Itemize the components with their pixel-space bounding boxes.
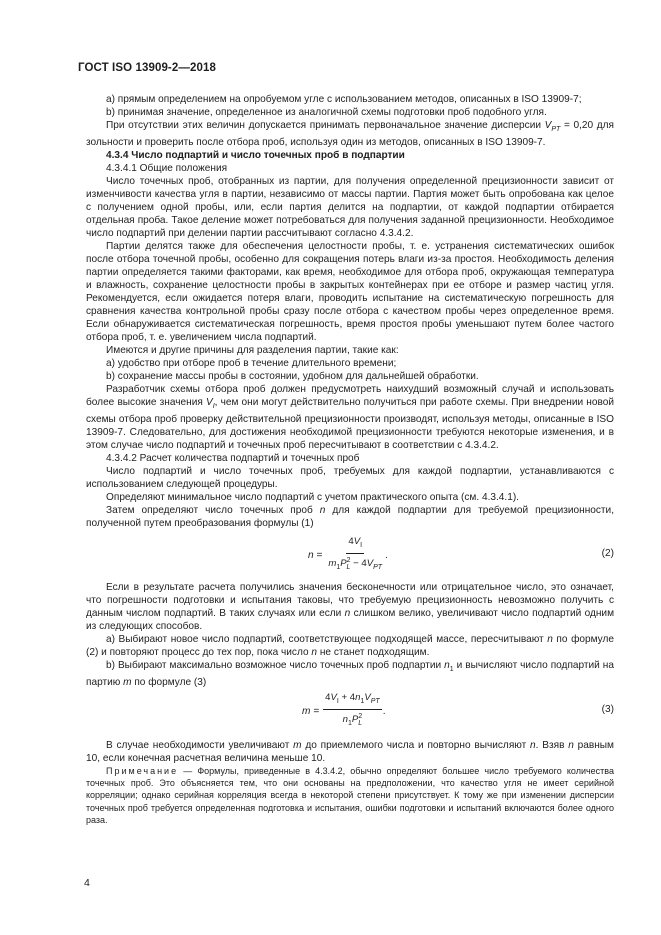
text-segment: по формуле (2) и повторяют процесс до тех пор, пока число — [86, 634, 614, 659]
formula-3 — [86, 692, 614, 730]
formula-sub: 1 — [348, 720, 352, 728]
subsection-title-4-3-4-2: 4.3.4.2 Расчет количества подпартий и точечных проб — [106, 453, 360, 465]
text-segment: Затем определяют число точечных проб — [106, 505, 320, 517]
formula-text: + 4 — [338, 692, 356, 704]
formula-3-period: . — [382, 705, 386, 717]
note-label: Примечание — [106, 766, 179, 777]
paragraph-a-direct: a) прямым определением на опробуемом угле с использованием методов, описанных в ISO 13909-7; — [106, 94, 582, 105]
text-segment: и вычисляют число подпартий на партию — [86, 660, 614, 689]
list-item-method-b — [86, 659, 614, 689]
note-dash: — — [183, 766, 193, 777]
var-n: n — [547, 634, 553, 646]
paragraph-other-reasons: Имеются и другие причины для разделения партии, такие как: — [106, 345, 399, 357]
formula-sub: I — [336, 697, 339, 705]
formula-2-period: . — [385, 549, 388, 561]
formula-var: V — [364, 692, 371, 704]
var-m: m — [293, 740, 302, 752]
list-item-a: a) удобство при отборе проб в течение длительного времени; — [106, 358, 397, 370]
paragraph-designer — [86, 383, 614, 452]
formula-var: P — [351, 714, 359, 726]
var-n: n — [568, 740, 574, 752]
formula-3-lhs: m = — [302, 705, 320, 717]
formula-3-denominator — [341, 710, 364, 730]
var-m: m — [123, 677, 132, 689]
formula-sub: 1 — [336, 564, 341, 572]
formula-sub: 1 — [360, 697, 365, 705]
formula-2-body — [308, 536, 388, 574]
formula-var: V — [366, 558, 374, 570]
text-segment: При отсутствии этих величин допускается принимать первоначальное значение дисперсии — [106, 120, 545, 131]
var-n: n — [319, 505, 326, 517]
formula-sub: L — [346, 564, 351, 572]
formula-text: 4 — [348, 536, 354, 548]
formula-3-number: (3) — [601, 704, 614, 716]
text-segment: не станет подходящим. — [317, 647, 430, 659]
paragraph-min-subparts: Определяют минимальное число подпартий с учетом практического опыта (см. 4.3.4.1). — [106, 492, 519, 504]
paragraph-determine-n — [86, 504, 614, 530]
note-block — [86, 765, 614, 826]
list-item-b: b) сохранение массы пробы в состоянии, удобном для дальнейшей обработки. — [106, 371, 479, 383]
text-segment: до приемлемого числа и повторно вычисляют — [301, 740, 531, 752]
formula-2 — [86, 536, 614, 574]
text-segment: слишком велико, увеличивают число подпартий одним из следующих способов. — [86, 608, 615, 633]
formula-sub: PT — [373, 564, 383, 572]
page-number: 4 — [84, 877, 90, 889]
paragraph-integrity: Партии делятся также для обеспечения целостности пробы, т. е. устранения систематических ошибок после отбора точечной пробы, особенно для сокращения потерь влаги из-за простоя. Необходимость деления партии определяется такими факторами, как время, необходимое для отбора проб, окружающая температура и влажность, сохранение целостности пробы в закрытых контейнерах при ее отборе и размер частиц угля. Рекомендуется, если ожидается потеря влаги, проводить испытание на систематическую погрешность для сравнения качества контрольной пробы сразу после отбора с качеством пробы через определенное время. Если обнаруживается систематическая погрешность, время простоя пробы уменьшают путем более частого отбора проб, т. е. увеличением числа подпартий. — [86, 241, 614, 344]
list-item-method-a — [86, 633, 614, 659]
formula-var: n — [342, 714, 349, 726]
paragraph-procedure: Число подпартий и число точечных проб, требуемых для каждой подпартии, устанавливаются с использованием следующей процедуры. — [86, 466, 614, 491]
formula-2-denominator — [326, 554, 384, 574]
formula-var: P — [340, 558, 347, 570]
var-v-pt: $V_{PT}$ — [544, 120, 561, 134]
formula-var: m — [328, 558, 337, 570]
section-heading-4-3-4: 4.3.4 Число подпартий и число точечных проб в подпартии — [106, 150, 405, 162]
formula-sup: 2 — [346, 556, 351, 564]
formula-2-lhs: n = — [308, 549, 323, 561]
formula-var: V — [330, 692, 337, 704]
formula-2-number: (2) — [601, 548, 614, 560]
var-n: n — [344, 608, 351, 620]
formula-text: 4 — [325, 692, 331, 704]
text-segment: , чем они могут действительно получиться при работе схемы. При внедрении новой схемы отбора проб проверку действительной прецизионности производят, используя методы, описанные в ISO 13909-7. Следовательно, для достижения необходимой прецизионности требуются некоторые изменения, и в этом случае число подпартий и точечных проб пересчитывают в соответствии с 4.3.4.2. — [86, 397, 614, 452]
text-segment: для каждой подпартии для требуемой прецизионности, полученной путем преобразования формулы (1) — [86, 505, 615, 530]
formula-var: n — [355, 692, 361, 704]
document-header: ГОСТ ISO 13909-2—2018 — [78, 62, 216, 74]
subsection-title-4-3-4-1: 4.3.4.1 Общие положения — [106, 163, 228, 175]
text-segment: a) Выбирают новое число подпартий, соответствующее подходящей массе, пересчитывают — [106, 634, 548, 646]
var-n: n — [311, 647, 318, 659]
formula-sub: 1 — [449, 666, 454, 674]
text-segment: Разработчик схемы отбора проб должен предусмотреть наихудший возможный случай и использовать более высокие значения — [86, 384, 614, 409]
text-segment: b) Выбирают максимально возможное число точечных проб подпартии — [106, 660, 445, 672]
formula-sub: L — [358, 720, 363, 728]
formula-3-fraction — [323, 692, 382, 730]
formula-var: V — [353, 536, 361, 548]
formula-text: − 4 — [350, 558, 367, 570]
formula-sub: I — [360, 541, 363, 549]
var-n: n — [530, 740, 536, 752]
formula-2-fraction — [326, 536, 384, 574]
formula-2-numerator — [346, 536, 364, 554]
text-segment: равным 10, если конечная расчетная величина меньше 10. — [86, 740, 614, 765]
paragraph-initial-variance — [86, 119, 614, 149]
text-segment: по формуле (3) — [131, 677, 207, 689]
text-segment: = 0,20 для зольности и проверить после отбора проб, используя один из методов, описанных в ISO 13909-7. — [86, 120, 615, 149]
formula-3-numerator — [323, 692, 382, 710]
text-segment: . Взяв — [535, 740, 569, 752]
var-n1: n — [444, 660, 450, 672]
formula-3-body — [302, 692, 386, 730]
formula-sub: PT — [370, 697, 380, 705]
text-segment: В случае необходимости увеличивают — [106, 740, 294, 752]
text-segment: Если в результате расчета получились значения бесконечности или отрицательное число, это означает, что погрешности подготовки и испытания таковы, что требуемую прецизионность невозможно получить с данным числом подпартий. В таких случаях или если — [86, 582, 614, 620]
formula-sup: 2 — [358, 712, 363, 720]
paragraph-b-analog: b) принимая значение, определенное из аналогичной схемы подготовки проб подобного угля. — [106, 107, 547, 118]
paragraph-increase-m — [86, 739, 614, 765]
page-content — [86, 93, 614, 826]
var-v-i: $V_I$ — [205, 397, 215, 411]
paragraph-general: Число точечных проб, отобранных из партии, для получения определенной прецизионности зависит от изменчивости качества угля в партии, независимо от массы партии. Партия может быть опробована как целое с получением одной пробы, или, если партия делится на подпартии, от каждой подпартии отбирается отдельная проба. Такое деление может потребоваться для получения заданной прецизионности. Необходимое число подпартий при делении партии рассчитывают согласно 4.3.4.2. — [86, 176, 614, 240]
note-text: Формулы, приведенные в 4.3.4.2, обычно определяют большее число требуемого количества точечных проб. Это объясняется тем, что они основаны на предположении, что качество угля не имеет серийной корреляции; однако серийная корреляция всегда в некоторой степени присутствует. К тому же при изменении дисперсии точечных проб требуется определенная подготовка и испытания, ошибки подготовки и испытаний включаются более одного раза. — [86, 766, 614, 825]
paragraph-infinity — [86, 581, 614, 633]
